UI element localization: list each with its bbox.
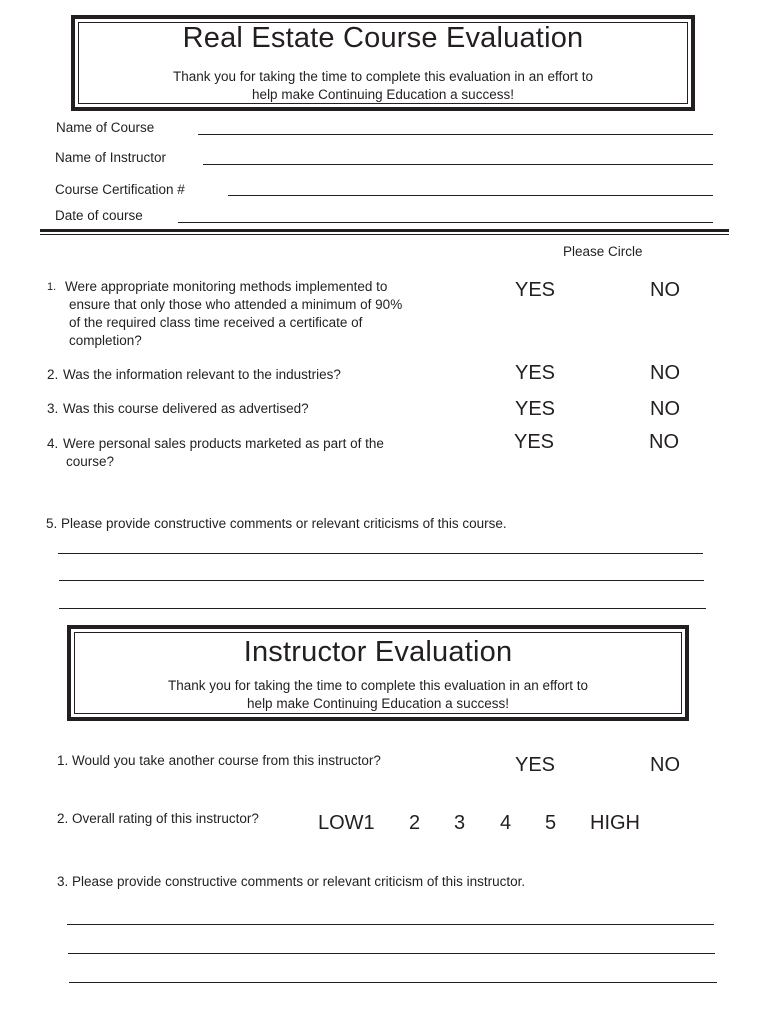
- question-1-yes[interactable]: YES: [515, 279, 556, 301]
- question-2-no[interactable]: NO: [650, 362, 680, 384]
- question-4-line-2: course?: [66, 454, 115, 469]
- question-5: 5. Please provide constructive comments or relevant criticisms of this course.: [46, 516, 507, 531]
- date-of-course-label: Date of course: [55, 208, 143, 223]
- course-comment-line-1[interactable]: [58, 553, 703, 554]
- question-3-number: 3.: [47, 401, 59, 416]
- instructor-eval-subtitle-1: Thank you for taking the time to complete this evaluation in an effort to: [168, 678, 588, 693]
- instructor-question-3: 3. Please provide constructive comments or relevant criticism of this instructor.: [57, 874, 526, 889]
- course-eval-title: Real Estate Course Evaluation: [182, 22, 584, 54]
- course-eval-subtitle-2: help make Continuing Education a success!: [252, 87, 514, 102]
- instructor-comment-line-2[interactable]: [68, 953, 715, 954]
- date-of-course-field[interactable]: [178, 222, 713, 223]
- rating-3[interactable]: 3: [454, 812, 466, 834]
- instructor-question-1-no[interactable]: NO: [650, 754, 680, 776]
- course-comment-line-3[interactable]: [59, 608, 706, 609]
- rating-4[interactable]: 4: [500, 812, 512, 834]
- question-1-line-4: completion?: [69, 333, 142, 348]
- course-eval-subtitle-1: Thank you for taking the time to complete this evaluation in an effort to: [173, 69, 593, 84]
- instructor-question-1: 1. Would you take another course from this instructor?: [57, 753, 381, 768]
- instructor-eval-subtitle-2: help make Continuing Education a success!: [247, 696, 509, 711]
- question-1-line-3: of the required class time received a certificate of: [69, 315, 363, 330]
- please-circle-label: Please Circle: [563, 244, 643, 259]
- question-3-yes[interactable]: YES: [515, 398, 556, 420]
- rating-high[interactable]: HIGH: [590, 812, 640, 834]
- instructor-question-1-yes[interactable]: YES: [515, 754, 556, 776]
- instructor-comment-line-3[interactable]: [69, 982, 717, 983]
- question-1-no[interactable]: NO: [650, 279, 680, 301]
- question-3-line-1: Was this course delivered as advertised?: [63, 401, 309, 416]
- rating-5[interactable]: 5: [545, 812, 557, 834]
- question-3-no[interactable]: NO: [650, 398, 680, 420]
- question-2-yes[interactable]: YES: [515, 362, 556, 384]
- instructor-eval-header-box: [67, 625, 689, 721]
- section-divider-thick: [40, 229, 729, 232]
- section-divider-thin: [40, 234, 729, 235]
- name-of-instructor-label: Name of Instructor: [55, 150, 167, 165]
- course-certification-label: Course Certification #: [55, 182, 185, 197]
- course-eval-header-box: [71, 15, 695, 111]
- name-of-course-label: Name of Course: [56, 120, 155, 135]
- question-4-line-1: Were personal sales products marketed as part of the: [63, 436, 384, 451]
- question-2-line-1: Was the information relevant to the industries?: [63, 367, 341, 382]
- question-2-number: 2.: [47, 367, 59, 382]
- course-certification-field[interactable]: [228, 195, 713, 196]
- question-1-number: 1.: [47, 281, 57, 293]
- question-4-number: 4.: [47, 436, 59, 451]
- question-4-no[interactable]: NO: [649, 431, 679, 453]
- rating-low-1[interactable]: LOW1: [318, 812, 375, 834]
- name-of-course-field[interactable]: [198, 134, 713, 135]
- question-4-yes[interactable]: YES: [514, 431, 555, 453]
- instructor-question-2: 2. Overall rating of this instructor?: [57, 811, 259, 826]
- question-1-line-2: ensure that only those who attended a minimum of 90%: [69, 297, 403, 312]
- course-comment-line-2[interactable]: [59, 580, 704, 581]
- question-1-line-1: Were appropriate monitoring methods implemented to: [65, 279, 388, 294]
- rating-2[interactable]: 2: [409, 812, 421, 834]
- instructor-eval-title: Instructor Evaluation: [243, 636, 513, 668]
- name-of-instructor-field[interactable]: [203, 164, 713, 165]
- instructor-comment-line-1[interactable]: [67, 924, 714, 925]
